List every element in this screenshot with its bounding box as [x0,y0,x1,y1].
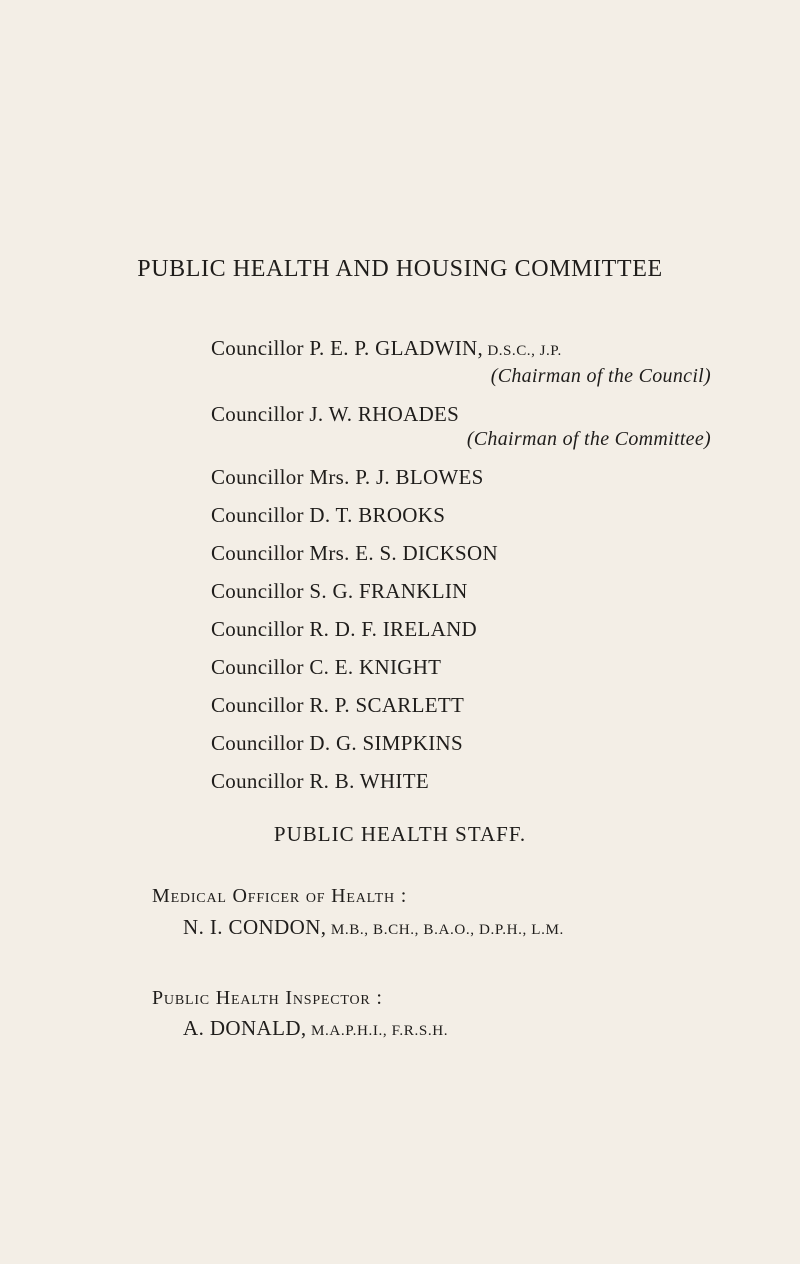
member-name: Councillor C. E. KNIGHT [211,655,442,679]
phi-name: A. DONALD, [183,1016,307,1040]
member-entry [211,541,711,566]
phi-label: Public Health Inspector : [152,987,383,1009]
member-role: (Chairman of the Committee) [466,428,711,450]
member-entry [211,731,711,756]
member-name: Councillor R. D. F. IRELAND [211,617,477,641]
member-entry [211,579,711,604]
member-name: Councillor R. P. SCARLETT [211,693,465,717]
phi-post: M.A.P.H.I., F.R.S.H. [306,1023,449,1039]
member-entry [211,503,711,528]
member-role: (Chairman of the Council) [490,365,711,387]
member-name: Councillor Mrs. E. S. DICKSON [211,541,498,565]
moh-name: N. I. CONDON, [183,915,327,939]
committee-members-list [211,336,711,807]
member-name: Councillor Mrs. P. J. BLOWES [211,465,484,489]
member-name: Councillor D. T. BROOKS [211,503,446,527]
member-entry [211,655,711,680]
moh-entry [183,915,564,940]
committee-title: PUBLIC HEALTH AND HOUSING COMMITTEE [137,256,663,282]
member-name: Councillor D. G. SIMPKINS [211,731,463,755]
member-entry [211,617,711,642]
moh-label: Medical Officer of Health : [152,885,408,907]
moh-post: M.B., B.CH., B.A.O., D.P.H., L.M. [326,922,564,938]
member-name: Councillor R. B. WHITE [211,769,429,793]
member-name: Councillor J. W. RHOADES [211,402,460,426]
member-entry [211,465,711,490]
member-entry [211,769,711,794]
member-name: Councillor P. E. P. GLADWIN, [211,336,484,360]
member-entry [211,693,711,718]
member-post: D.S.C., J.P. [483,343,562,359]
staff-title: PUBLIC HEALTH STAFF. [273,822,527,846]
member-entry [211,336,711,389]
member-entry [211,402,711,452]
member-name: Councillor S. G. FRANKLIN [211,579,468,603]
phi-entry [183,1016,448,1041]
